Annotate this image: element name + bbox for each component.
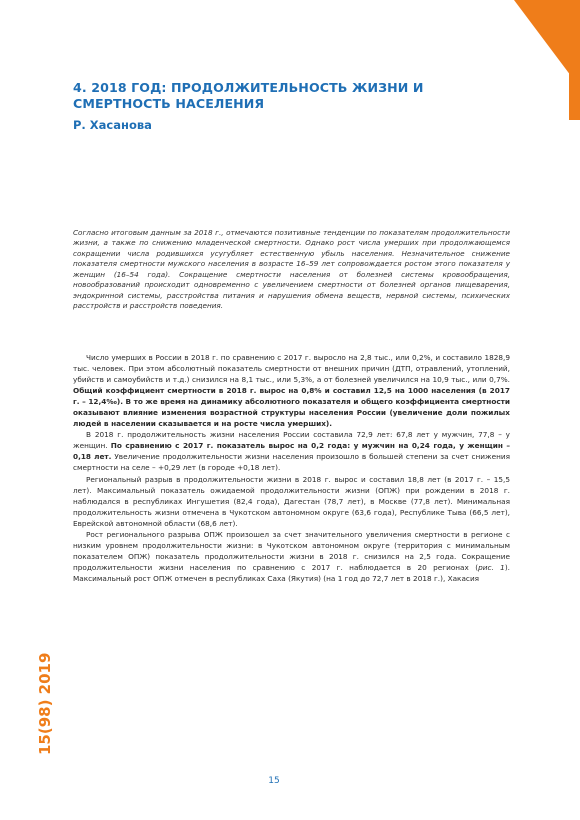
paragraph-4: [73, 529, 510, 584]
figure-reference-link[interactable]: рис. 1: [478, 562, 505, 572]
abstract: Согласно итоговым данным за 2018 г., отмечаются позитивные тенденции по показателям продолжительности жизни, а также по снижению младенческой смертности. Однако рост числа умерших при продолжающемся сокращении числа родившихся усугубляет естественную убыль населения. Незначительное снижение показателя смертности мужского населения в возрасте 16–59 лет сопровождается ростом этого показателя у женщин (16–54 года). Сокращение смертности населения от болезней системы кровообращения, новообразований происходит одновременно с увеличением смертности от болезней органов пищеварения, эндокринной системы, расстройства питания и нарушения обмена веществ, нервной системы, психических расстройств и расстройств поведения.: [73, 228, 510, 311]
paragraph-1: [73, 352, 510, 429]
paragraph-text: ). Максимальный рост ОПЖ отмечен в республиках Саха (Якутия) (на 1 год до 72,7 лет в 2018 г.), Хакасия: [73, 562, 510, 583]
paragraph-2: [73, 429, 510, 473]
issue-label: 15(98) 2019: [36, 652, 54, 755]
paragraph-text: Региональный разрыв в продолжительности жизни в 2018 г. вырос и составил 18,8 лет (в 2017 г. – 15,5 лет). Максимальный показатель ожидаемой продолжительности жизни (ОПЖ) при рождении в 2018 г. наблюдался в республиках Ингушетия (82,4 года), Дагестан (78,7 лет), в Москве (77,8 лет). Минимальная продолжительность жизни отмечена в Чукотском автономном округе (63,6 года), Республике Тыва (66,5 лет), Еврейской автономной области (68,6 лет).: [73, 474, 510, 528]
paragraph-bold-text: Общий коэффициент смертности в 2018 г. вырос на 0,8% и составил 12,5 на 1000 населения (в 2017 г. – 12,4‰). В то же время на динамику абсолютного показателя и общего коэффициента смертности оказывают влияние изменения возрастной структуры населения России (увеличение доли пожилых людей в населении сказывается и на росте числа умерших).: [73, 386, 510, 429]
paragraph-3: [73, 474, 510, 529]
corner-accent-bar: [569, 0, 580, 120]
page-title: 4. 2018 ГОД: ПРОДОЛЖИТЕЛЬНОСТЬ ЖИЗНИ И СМЕРТНОСТЬ НАСЕЛЕНИЯ: [73, 80, 424, 111]
paragraph-text: Число умерших в России в 2018 г. по сравнению с 2017 г. выросло на 2,8 тыс., или 0,2%, и составило 1828,9 тыс. человек. При этом абсолютный показатель смертности от внешних причин (ДТП, отравлений, утоплений, убийств и самоубийств и т.д.) снизился на 8,1 тыс., или 5,3%, а от болезней увеличился на 10,9 тыс., или 0,7%.: [73, 353, 510, 385]
page-number: 15: [268, 776, 280, 786]
article-body: [73, 352, 510, 584]
paragraph-text: Увеличение продолжительности жизни населения произошло в большей степени за счет снижения смертности на селе – +0,29 лет (в городе +0,18 лет).: [73, 452, 511, 473]
author-name: Р. Хасанова: [73, 118, 152, 132]
paragraph-text: Рост регионального разрыва ОПЖ произошел за счет значительного увеличения смертности в регионе с низким уровнем продолжительности жизни: в Чукотском автономном округе (территория с минимальным показателем ОПЖ) показатель продолжительности жизни в 2018 г. снизился на 2,5 года. Сокращение продолжительности жизни населения по сравнению с 2017 г. наблюдается в 20 регионах (: [73, 529, 510, 572]
paragraph-text: В 2018 г. продолжительность жизни населения России составила 72,9 лет: 67,8 лет у мужчин, 77,8 – у женщин.: [73, 430, 510, 451]
paragraph-bold-text: По сравнению с 2017 г. показатель вырос на 0,2 года: у мужчин на 0,24 года, у женщин – 0,18 лет.: [73, 441, 511, 462]
